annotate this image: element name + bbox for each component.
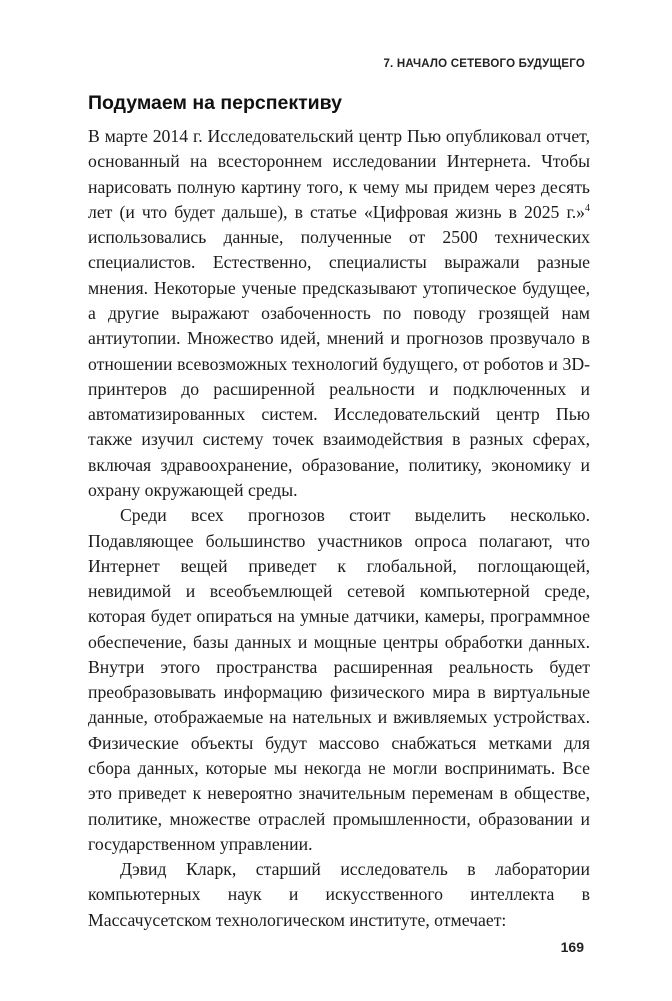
paragraph-2: Среди всех прогнозов стоит выделить несколько. Подавляющее большинство участников опроса полагают, что Интернет вещей приведет к глобальной, поглощающей, невидимой и всеобъемлющей сетевой компьютерной среде, которая будет опираться на умные датчики, камеры, программное обеспечение, базы данных и мощные центры обработки данных. Внутри этого пространства расширенная реальность будет преобразовывать информацию физического мира в виртуальные данные, отображаемые на нательных и вживляемых устройствах. Физические объекты будут массово снабжаться метками для сбора данных, которые мы некогда не могли воспринимать. Все это приведет к невероятно значительным переменам в обществе, политике, множестве отраслей промышленности, образовании и государственном управлении. xyxy=(88,505,590,854)
section-title: Подумаем на перспективу xyxy=(88,92,343,114)
footnote-marker: 4 xyxy=(585,202,590,214)
body-text xyxy=(88,124,590,933)
paragraph-1 xyxy=(88,124,590,503)
running-header: 7. НАЧАЛО СЕТЕВОГО БУДУЩЕГО xyxy=(383,58,585,70)
paragraph-3: Дэвид Кларк, старший исследователь в лаборатории компьютерных наук и искусственного интеллекта в Массачусетском технологическом институте, отмечает: xyxy=(88,859,590,930)
paragraph-1-text-start: В марте 2014 г. Исследовательский центр Пью опубликовал отчет, основанный на всестороннем исследовании Интернета. Чтобы нарисовать полную картину того, к чему мы придем через десять лет (и что будет дальше), в статье «Цифровая жизнь в 2025 г.» xyxy=(88,126,590,222)
page-number: 169 xyxy=(560,939,584,955)
paragraph-1-text-end: использовались данные, полученные от 2500 технических специалистов. Естественно, специалисты выражали разные мнения. Некоторые ученые предсказывают утопическое будущее, а другие выражают озабоченность по поводу грозящей нам антиутопии. Множество идей, мнений и прогнозов прозвучало в отношении всевозможных технологий будущего, от роботов и 3D-принтеров до расширенной реальности и подключенных и автоматизированных систем. Исследовательский центр Пью также изучил систему точек взаимодействия в разных сферах, включая здравоохранение, образование, политику, экономику и охрану окружающей среды. xyxy=(88,227,590,500)
